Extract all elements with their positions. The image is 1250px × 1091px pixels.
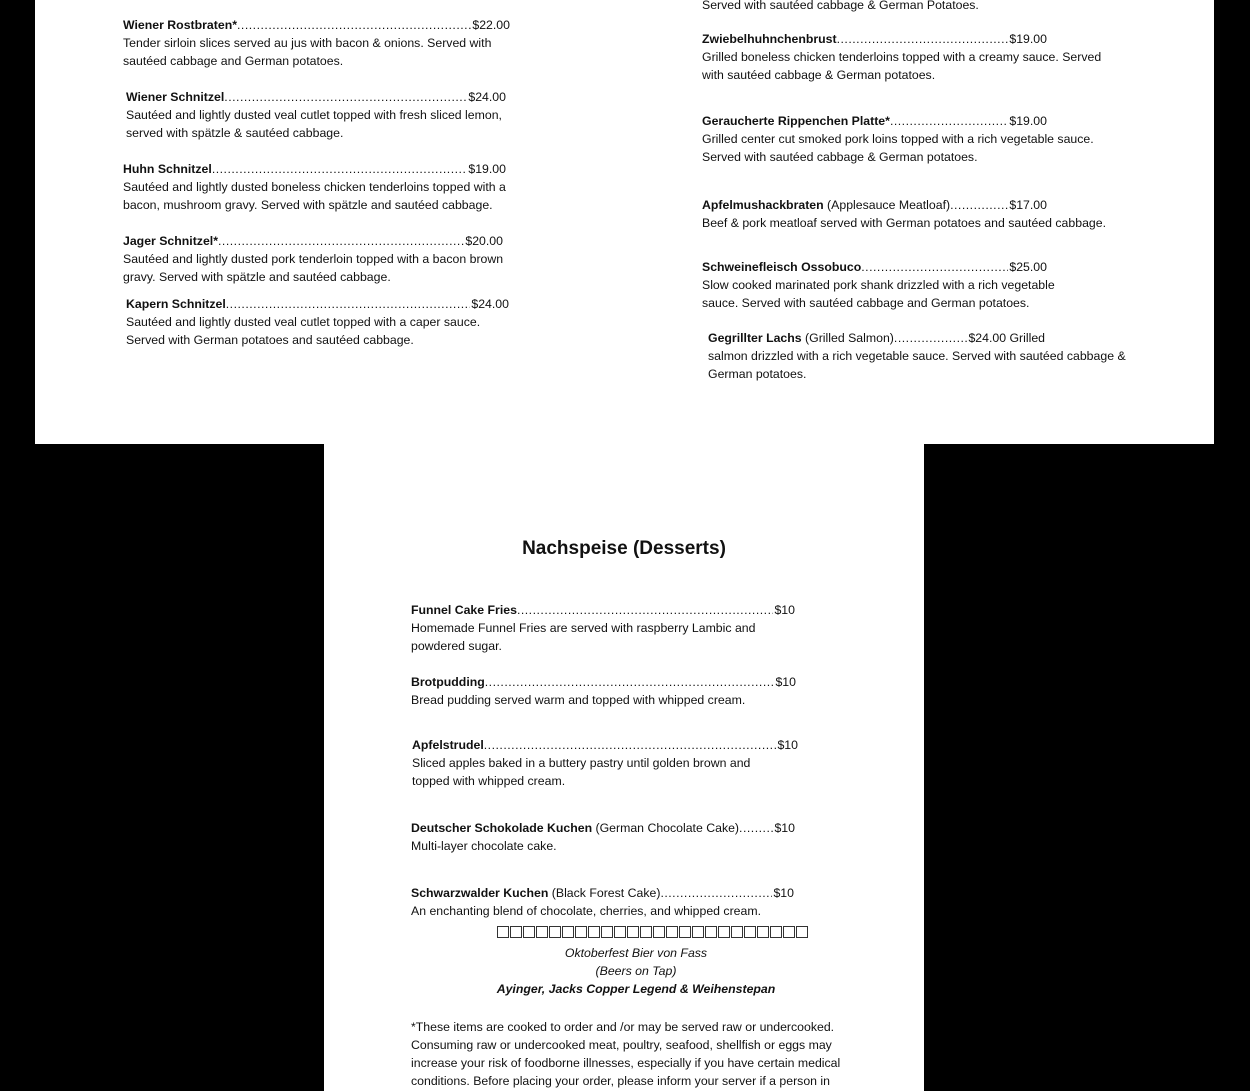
menu-item	[708, 329, 1128, 383]
menu-item-name: Schwarzwalder Kuchen	[411, 886, 549, 900]
beer-title: Oktoberfest Bier von Fass	[564, 946, 708, 960]
box-glyph-icon	[575, 926, 587, 938]
box-glyph-icon	[770, 926, 782, 938]
menu-item-name: Schweinefleisch Ossobuco	[702, 260, 862, 274]
menu-item	[126, 88, 511, 142]
menu-item-price: $10	[773, 886, 794, 900]
menu-item-name: Apfelmushackbraten	[702, 198, 824, 212]
box-glyph-icon	[731, 926, 743, 938]
menu-item-name: Gegrillter Lachs	[708, 331, 802, 345]
menu-item-price: $19.00	[468, 162, 506, 176]
dot-leader	[837, 30, 1009, 48]
dot-leader	[950, 196, 1008, 214]
menu-item-price: $10	[774, 821, 795, 835]
dot-leader	[212, 160, 468, 178]
menu-item-description: Sautéed and lightly dusted boneless chicken tenderloins topped with a bacon, mushroom gravy. Served with spätzle and sautéed cabbage.	[123, 180, 506, 212]
box-glyph-icon	[497, 926, 509, 938]
menu-item-price: $25.00	[1009, 260, 1047, 274]
menu-item-price: $24.00	[468, 90, 506, 104]
menu-item-description: Sautéed and lightly dusted pork tenderloin topped with a bacon brown gravy. Served with spätzle and sautéed cabbage.	[123, 252, 504, 284]
menu-item-translation: (Grilled Salmon)	[801, 331, 894, 345]
menu-item	[411, 884, 794, 920]
menu-item-translation: (German Chocolate Cake)	[592, 821, 740, 835]
box-glyph-icon	[536, 926, 548, 938]
menu-item-description: salmon drizzled with a rich vegetable sauce. Served with sautéed cabbage & German potatoes.	[708, 349, 1126, 381]
menu-item	[411, 601, 795, 655]
menu-item-description: Tender sirloin slices served au jus with bacon & onions. Served with sautéed cabbage and German potatoes.	[123, 36, 492, 68]
menu-item-header	[702, 196, 1047, 214]
cut-off-description: Served with sautéed cabbage & German Potatoes.	[702, 0, 979, 12]
menu-item-name: Funnel Cake Fries	[411, 603, 517, 617]
menu-item-name: Geraucherte Rippenchen Platte*	[702, 114, 890, 128]
menu-item-price: $10	[775, 675, 796, 689]
menu-item-translation: (Black Forest Cake)	[548, 886, 661, 900]
dot-leader	[224, 88, 467, 106]
menu-item-description: Sliced apples baked in a buttery pastry until golden brown and topped with whipped cream.	[412, 756, 751, 788]
menu-item-name: Apfelstrudel	[412, 738, 484, 752]
box-glyph-icon	[588, 926, 600, 938]
box-glyph-icon	[562, 926, 574, 938]
menu-item	[126, 295, 521, 349]
menu-item-name: Zwiebelhuhnchenbrust	[702, 32, 837, 46]
box-glyph-icon	[549, 926, 561, 938]
menu-item	[123, 16, 518, 70]
menu-item-description: An enchanting blend of chocolate, cherries, and whipped cream.	[411, 904, 761, 918]
box-glyph-icon	[679, 926, 691, 938]
menu-item-price: $24.00 Grilled	[968, 331, 1045, 345]
dot-leader	[739, 819, 773, 837]
box-glyph-icon	[744, 926, 756, 938]
menu-item-price: $19.00	[1009, 32, 1047, 46]
menu-item-header	[123, 160, 506, 178]
menu-item-price: $10	[777, 738, 798, 752]
box-glyph-icon	[653, 926, 665, 938]
menu-item-price: $20.00	[465, 234, 503, 248]
menu-item-header	[411, 819, 795, 837]
menu-item-description: Grilled boneless chicken tenderloins topped with a creamy sauce. Served with sautéed cabbage & German potatoes.	[702, 50, 1102, 82]
menu-item-description: Sautéed and lightly dusted veal cutlet topped with fresh sliced lemon, served with spätzle & sautéed cabbage.	[126, 108, 502, 140]
box-glyph-icon	[757, 926, 769, 938]
menu-item-description: Slow cooked marinated pork shank drizzled with a rich vegetable sauce. Served with sautéed cabbage and German potatoes.	[702, 278, 1055, 310]
menu-page-top	[35, 0, 1214, 444]
menu-item	[123, 160, 518, 214]
dot-leader	[660, 884, 772, 902]
menu-item-name: Jager Schnitzel*	[123, 234, 218, 248]
menu-page-desserts	[324, 444, 924, 1091]
dot-leader	[890, 112, 1008, 130]
menu-item-description: Grilled center cut smoked pork loins topped with a rich vegetable sauce. Served with sautéed cabbage & German potatoes.	[702, 132, 1094, 164]
box-glyph-icon	[796, 926, 808, 938]
raw-food-disclaimer: *These items are cooked to order and /or may be served raw or undercooked. Consuming raw or undercooked meat, poultry, seafood, shellfish or eggs may increase your risk of foodborne illnesses, especially if you have certain medical conditions. Before placing your order, please inform your server if a person in	[411, 1020, 841, 1088]
box-glyph-icon	[601, 926, 613, 938]
menu-item-description: Beef & pork meatloaf served with German potatoes and sautéed cabbage.	[702, 216, 1106, 230]
desserts-heading: Nachspeise (Desserts)	[522, 538, 726, 559]
dot-leader	[226, 295, 471, 313]
box-glyph-icon	[614, 926, 626, 938]
dot-leader	[237, 16, 471, 34]
menu-item-header	[708, 329, 1045, 347]
menu-item-description: Sautéed and lightly dusted veal cutlet topped with a caper sauce. Served with German potatoes and sautéed cabbage.	[126, 315, 481, 347]
box-glyph-icon	[640, 926, 652, 938]
menu-item-name: Wiener Rostbraten*	[123, 18, 237, 32]
menu-item-header	[412, 736, 798, 754]
menu-item-description: Multi-layer chocolate cake.	[411, 839, 557, 853]
menu-item-header	[702, 112, 1047, 130]
box-glyph-icon	[692, 926, 704, 938]
menu-item	[702, 30, 1112, 84]
menu-item-name: Huhn Schnitzel	[123, 162, 212, 176]
menu-item	[702, 112, 1112, 166]
menu-item-description: Homemade Funnel Fries are served with raspberry Lambic and powdered sugar.	[411, 621, 756, 653]
bullet-divider	[497, 924, 809, 938]
menu-item-name: Wiener Schnitzel	[126, 90, 225, 104]
menu-item-price: $19.00	[1009, 114, 1047, 128]
menu-item-price: $22.00	[472, 18, 510, 32]
box-glyph-icon	[523, 926, 535, 938]
menu-item-header	[411, 601, 795, 619]
menu-item-price: $17.00	[1009, 198, 1047, 212]
menu-item-price: $24.00	[471, 297, 509, 311]
beer-subtitle: (Beers on Tap)	[595, 964, 677, 978]
menu-item-price: $10	[774, 603, 795, 617]
dot-leader	[861, 258, 1008, 276]
menu-item-name: Kapern Schnitzel	[126, 297, 226, 311]
menu-item-header	[411, 884, 794, 902]
menu-item	[702, 196, 1122, 232]
beer-brands: Ayinger, Jacks Copper Legend & Weihenstepan	[496, 982, 776, 996]
menu-item-name: Deutscher Schokolade Kuchen	[411, 821, 593, 835]
box-glyph-icon	[510, 926, 522, 938]
menu-item-header	[411, 673, 796, 691]
menu-item	[412, 736, 798, 790]
dot-leader	[218, 232, 464, 250]
menu-item-header	[123, 232, 503, 250]
menu-item	[411, 819, 795, 855]
menu-item	[123, 232, 518, 286]
box-glyph-icon	[627, 926, 639, 938]
menu-item-header	[123, 16, 510, 34]
menu-item-translation: (Applesauce Meatloaf)	[823, 198, 951, 212]
menu-item	[411, 673, 796, 709]
menu-item-header	[702, 258, 1047, 276]
menu-item-header	[126, 88, 506, 106]
menu-item	[702, 258, 1072, 312]
box-glyph-icon	[718, 926, 730, 938]
box-glyph-icon	[783, 926, 795, 938]
dot-leader	[517, 601, 774, 619]
dot-leader	[484, 736, 777, 754]
box-glyph-icon	[666, 926, 678, 938]
menu-item-header	[126, 295, 509, 313]
dot-leader	[485, 673, 775, 691]
dot-leader	[894, 329, 968, 347]
menu-item-description: Bread pudding served warm and topped with whipped cream.	[411, 693, 746, 707]
box-glyph-icon	[705, 926, 717, 938]
menu-item-header	[702, 30, 1047, 48]
menu-item-name: Brotpudding	[411, 675, 485, 689]
